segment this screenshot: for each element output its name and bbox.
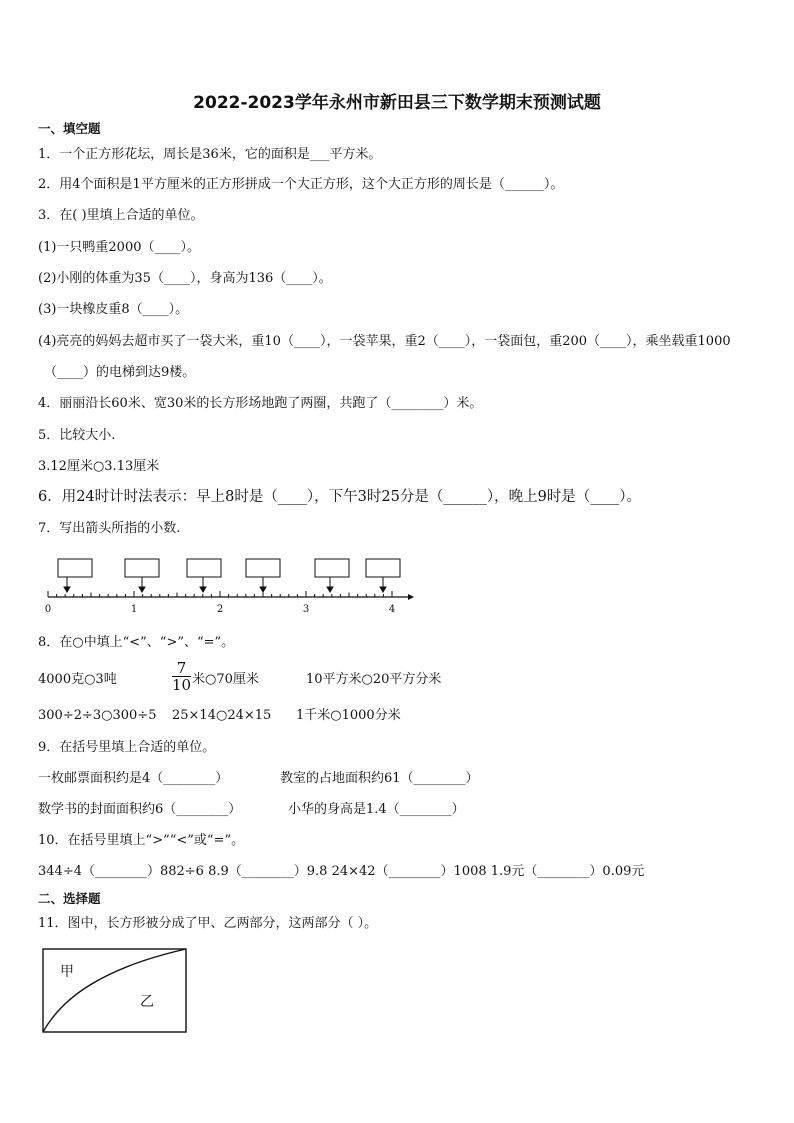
question-8: 8．在○中填上“<”、“>”、“=”。	[38, 635, 235, 650]
arrow-icon	[260, 587, 266, 592]
section-heading-fill-blank: 一、填空题	[38, 121, 101, 136]
tick-label-3: 3	[302, 604, 310, 615]
arrow-icon	[64, 587, 70, 592]
question-3-part-3: (3)一块橡皮重8（____）。	[38, 302, 189, 317]
question-3: 3．在( )里填上合适的单位。	[38, 208, 204, 223]
arrow-icon	[200, 587, 206, 592]
rectangle-outline	[43, 949, 186, 1032]
section-heading-choice: 二、选择题	[38, 891, 101, 906]
axis-arrow-icon	[408, 594, 414, 600]
tick-label-4: 4	[388, 604, 396, 615]
arrow-icon	[327, 587, 333, 592]
question-3-part-1: (1)一只鸭重2000（____）。	[38, 240, 200, 255]
rectangle-figure	[42, 948, 190, 1036]
question-9-item-1: 一枚邮票面积约是4（________）	[38, 771, 229, 786]
question-8-item-6: 1千米○1000分米	[296, 708, 401, 723]
question-3-part-4: (4)亮亮的妈妈去超市买了一袋大米，重10（____），一袋苹果，重2（____），一袋面包，重200（____），乘坐载重1000	[38, 334, 731, 349]
question-11: 11．图中，长方形被分成了甲、乙两部分，这两部分（ ）。	[38, 916, 378, 931]
arrow-icon	[380, 587, 386, 592]
answer-box[interactable]	[187, 559, 221, 577]
arrow-icon	[139, 587, 145, 592]
tick-label-0: 0	[44, 604, 52, 615]
question-9-item-3: 数学书的封面面积约6（________）	[38, 802, 242, 817]
question-10: 10．在括号里填上“>”“<”或“=”。	[38, 833, 245, 848]
page-title: 2022-2023学年永州市新田县三下数学期末预测试题	[193, 93, 601, 113]
tick-label-1: 1	[130, 604, 138, 615]
region-label-b: 乙	[140, 994, 154, 1010]
region-label-a: 甲	[60, 964, 74, 980]
question-3-part-2: (2)小刚的体重为35（____），身高为136（____）。	[38, 271, 332, 286]
question-8-item-1: 4000克○3吨	[38, 672, 117, 687]
question-8-item-4: 300÷2÷3○300÷5	[38, 708, 157, 723]
question-4: 4．丽丽沿长60米、宽30米的长方形场地跑了两圈，共跑了（________）米。	[38, 396, 483, 411]
answer-box[interactable]	[366, 559, 400, 577]
fraction	[172, 660, 191, 693]
question-5-item: 3.12厘米○3.13厘米	[38, 459, 160, 474]
number-line-figure	[38, 556, 418, 618]
answer-box[interactable]	[58, 559, 92, 577]
answer-box[interactable]	[315, 559, 349, 577]
question-7: 7．写出箭头所指的小数.	[38, 521, 181, 536]
question-1: 1．一个正方形花坛，周长是36米，它的面积是___平方米。	[38, 147, 382, 162]
fraction-denominator: 10	[172, 676, 192, 694]
question-9-item-2: 教室的占地面积约61（________）	[280, 771, 479, 786]
question-9-item-4: 小华的身高是1.4（________）	[288, 802, 465, 817]
question-3-part-4-continued: （____）的电梯到达9楼。	[44, 365, 196, 380]
fraction-numerator: 7	[172, 660, 191, 677]
answer-box[interactable]	[125, 559, 159, 577]
question-8-item-5: 25×14○24×15	[172, 708, 272, 723]
tick-label-2: 2	[216, 604, 224, 615]
question-8-item-3: 10平方米○20平方分米	[306, 672, 442, 687]
question-9: 9．在括号里填上合适的单位。	[38, 740, 216, 755]
question-5: 5．比较大小.	[38, 428, 116, 443]
question-2: 2．用4个面积是1平方厘米的正方形拼成一个大正方形，这个大正方形的周长是（______）。	[38, 177, 564, 192]
question-8-item-2: 米○70厘米	[192, 672, 259, 687]
answer-box[interactable]	[246, 559, 280, 577]
question-6: 6．用24时计时法表示：早上8时是（____），下午3时25分是（______），晚上9时是（____）。	[38, 489, 642, 505]
question-10-items: 344÷4（________）882÷6 8.9（________）9.8 24×42（________）1008 1.9元（________）0.09元	[38, 864, 645, 879]
